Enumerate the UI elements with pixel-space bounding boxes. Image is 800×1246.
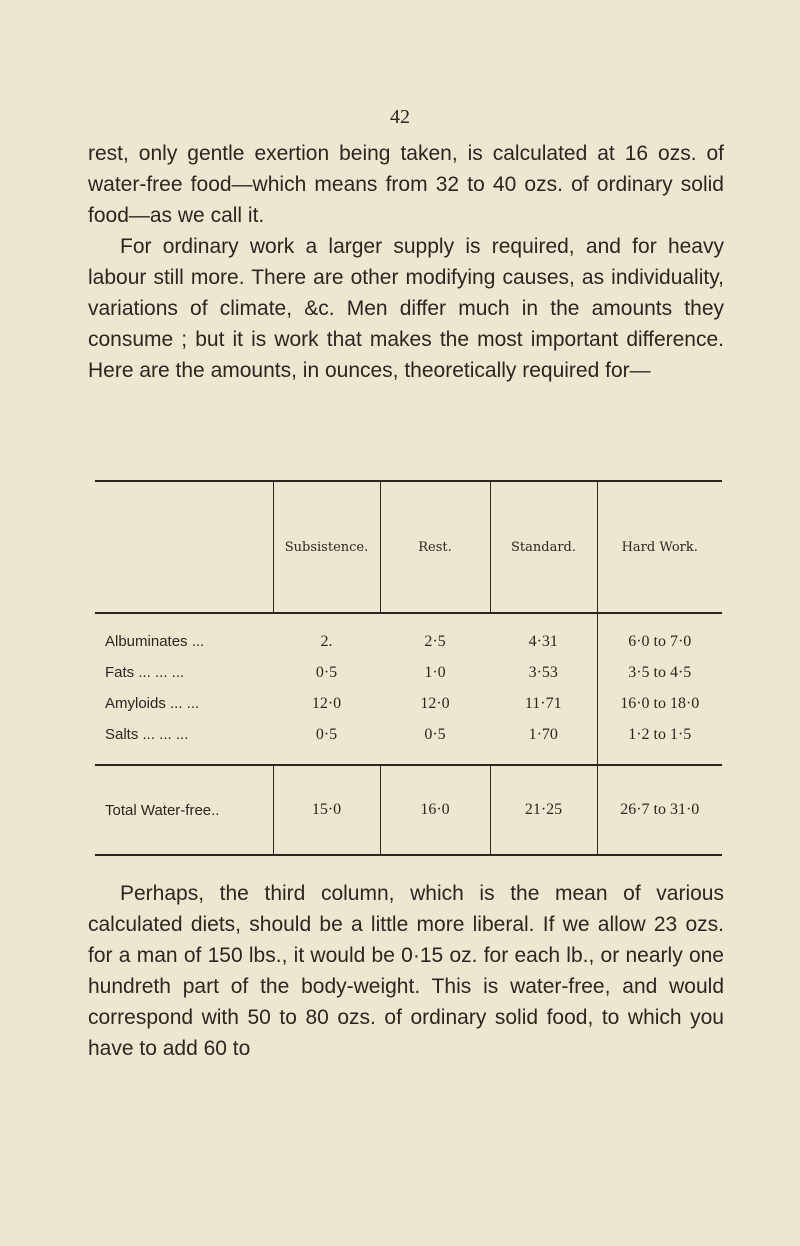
table-cell: 12·0 xyxy=(311,694,342,712)
table-row xyxy=(95,719,722,765)
header-standard: Standard. xyxy=(490,481,597,613)
food-requirements-table xyxy=(95,480,722,856)
table-row xyxy=(95,688,722,719)
table-cell: 4·31 xyxy=(528,632,558,650)
table-cell: 16·0 to 18·0 xyxy=(597,688,722,719)
table-cell: 1·2 to 1·5 xyxy=(597,719,722,765)
table-cell: 0·5 xyxy=(315,663,338,681)
total-label: Total Water-free.. xyxy=(95,765,273,855)
paragraph-ordinary-work: For ordinary work a larger supply is required, and for heavy labour still more. There are other modifying causes, as individuality, variations of climate, &c. Men differ much in the amounts they consume ; but it is work that makes the most important difference. Here are the amounts, in ounces, theoretically required for— xyxy=(88,235,724,382)
table-cell: 3·53 xyxy=(528,663,558,681)
page-number: 42 xyxy=(390,106,410,128)
table-cell: 0·5 xyxy=(424,725,446,743)
header-subsistence: Subsistence. xyxy=(273,481,380,613)
table-row xyxy=(95,657,722,688)
row-label: Fats ... ... ... xyxy=(105,664,185,681)
table-cell: 6·0 to 7·0 xyxy=(597,613,722,657)
table-total-row xyxy=(95,765,722,855)
total-cell: 26·7 to 31·0 xyxy=(597,765,722,855)
total-cell: 21·25 xyxy=(490,765,597,855)
header-hard-work: Hard Work. xyxy=(597,481,722,613)
table-cell: 12·0 xyxy=(420,694,450,712)
paragraph-third-column: Perhaps, the third column, which is the mean of various calculated diets, should be a little more liberal. If we allow 23 ozs. for a man of 150 lbs., it would be 0·15 oz. for each lb., or nearly one hundreth part of the body-weight. This is water-free, and would correspond with 50 to 80 ozs. of ordinary solid food, to which you have to add 60 to xyxy=(88,882,724,1060)
header-blank xyxy=(95,481,273,613)
total-cell: 15·0 xyxy=(273,765,380,855)
table-cell: 2. xyxy=(320,632,333,650)
row-label: Salts ... ... ... xyxy=(105,726,189,743)
table-cell: 2·5 xyxy=(424,632,446,650)
header-rest: Rest. xyxy=(380,481,490,613)
table-cell: 0·5 xyxy=(315,725,338,743)
paragraph-rest: rest, only gentle exertion being taken, is calculated at 16 ozs. of water-free food—which means from 32 to 40 ozs. of ordinary solid food—as we call it. xyxy=(88,142,724,227)
table-cell: 1·70 xyxy=(528,725,558,743)
table-cell: 11·71 xyxy=(524,694,562,712)
table-header-row xyxy=(95,481,722,613)
total-cell: 16·0 xyxy=(380,765,490,855)
table-row xyxy=(95,613,722,657)
row-label: Amyloids ... ... xyxy=(105,695,200,712)
table-cell: 3·5 to 4·5 xyxy=(597,657,722,688)
row-label: Albuminates ... xyxy=(105,633,205,650)
table-cell: 1·0 xyxy=(424,663,446,681)
